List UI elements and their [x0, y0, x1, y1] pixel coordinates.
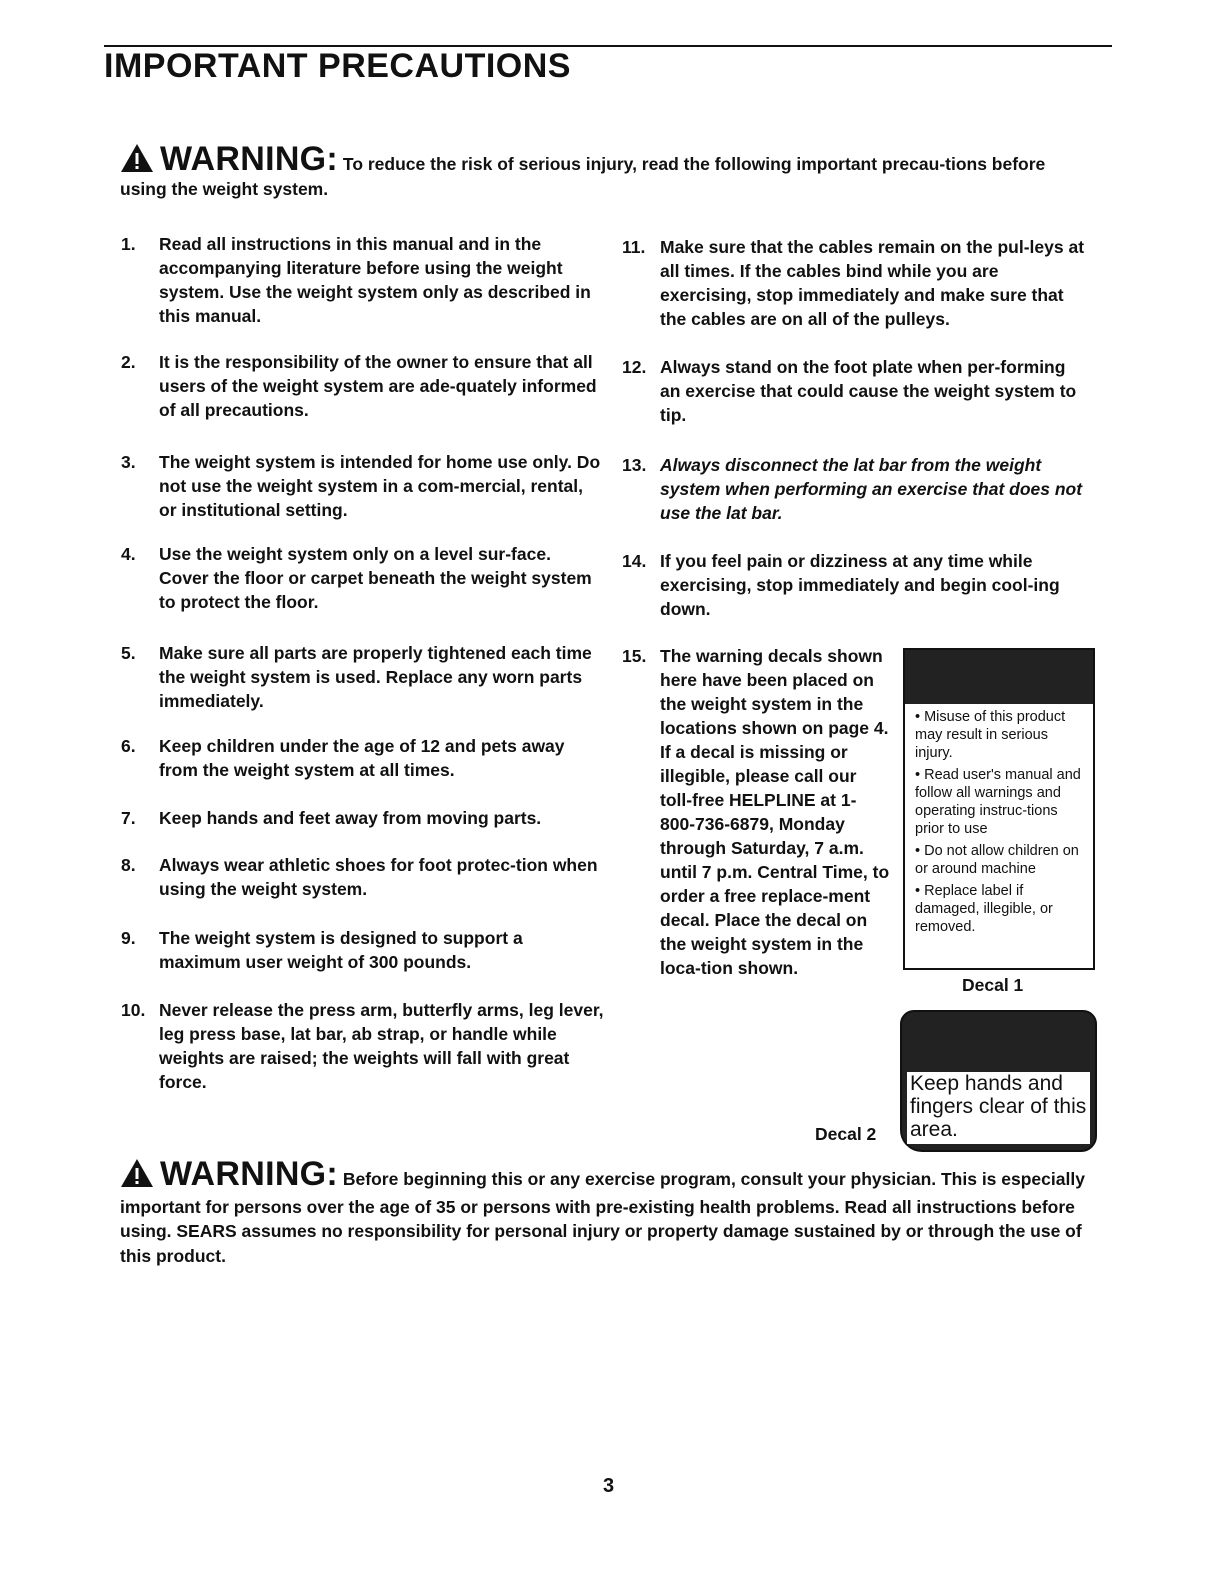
warning-triangle-icon	[120, 1158, 154, 1195]
decal-1-caption: Decal 1	[962, 975, 1024, 995]
decal-bullet: • Replace label if damaged, illegible, or removed.	[915, 883, 1053, 935]
warning-triangle-icon	[120, 143, 154, 178]
page-title: IMPORTANT PRECAUTIONS	[104, 47, 571, 85]
decal-bullet: • Read user's manual and follow all warnings and operating instruc-tions prior to use	[915, 767, 1081, 837]
decal-bullet: • Do not allow children on or around machine	[915, 843, 1079, 877]
decal-warning-band	[905, 650, 1093, 704]
warning-heading: WARNING:	[160, 140, 339, 178]
warning-text: To reduce the risk of serious injury, read the following important precau-tions before using the weight system.	[120, 154, 1046, 199]
decal-1-bullets	[915, 708, 1087, 940]
decal-1	[903, 648, 1095, 970]
page-number: 3	[603, 1475, 615, 1497]
warning-bottom	[120, 1157, 1095, 1268]
warning-text: Before beginning this or any exercise program, consult your physician. This is especially important for persons over the age of 35 or persons with pre-existing health problems. Read all instructions before using. SEARS assumes no responsibility for personal injury or property damage sustained by or through the use of this product.	[120, 1169, 1085, 1266]
decal-2	[900, 1010, 1097, 1152]
decal-2-caption: Decal 2	[815, 1124, 877, 1144]
warning-heading: WARNING:	[160, 1155, 339, 1193]
decal-2-message: Keep hands and fingers clear of this area.	[907, 1072, 1090, 1144]
warning-top	[120, 142, 1095, 200]
decal-bullet: • Misuse of this product may result in serious injury.	[915, 709, 1066, 761]
